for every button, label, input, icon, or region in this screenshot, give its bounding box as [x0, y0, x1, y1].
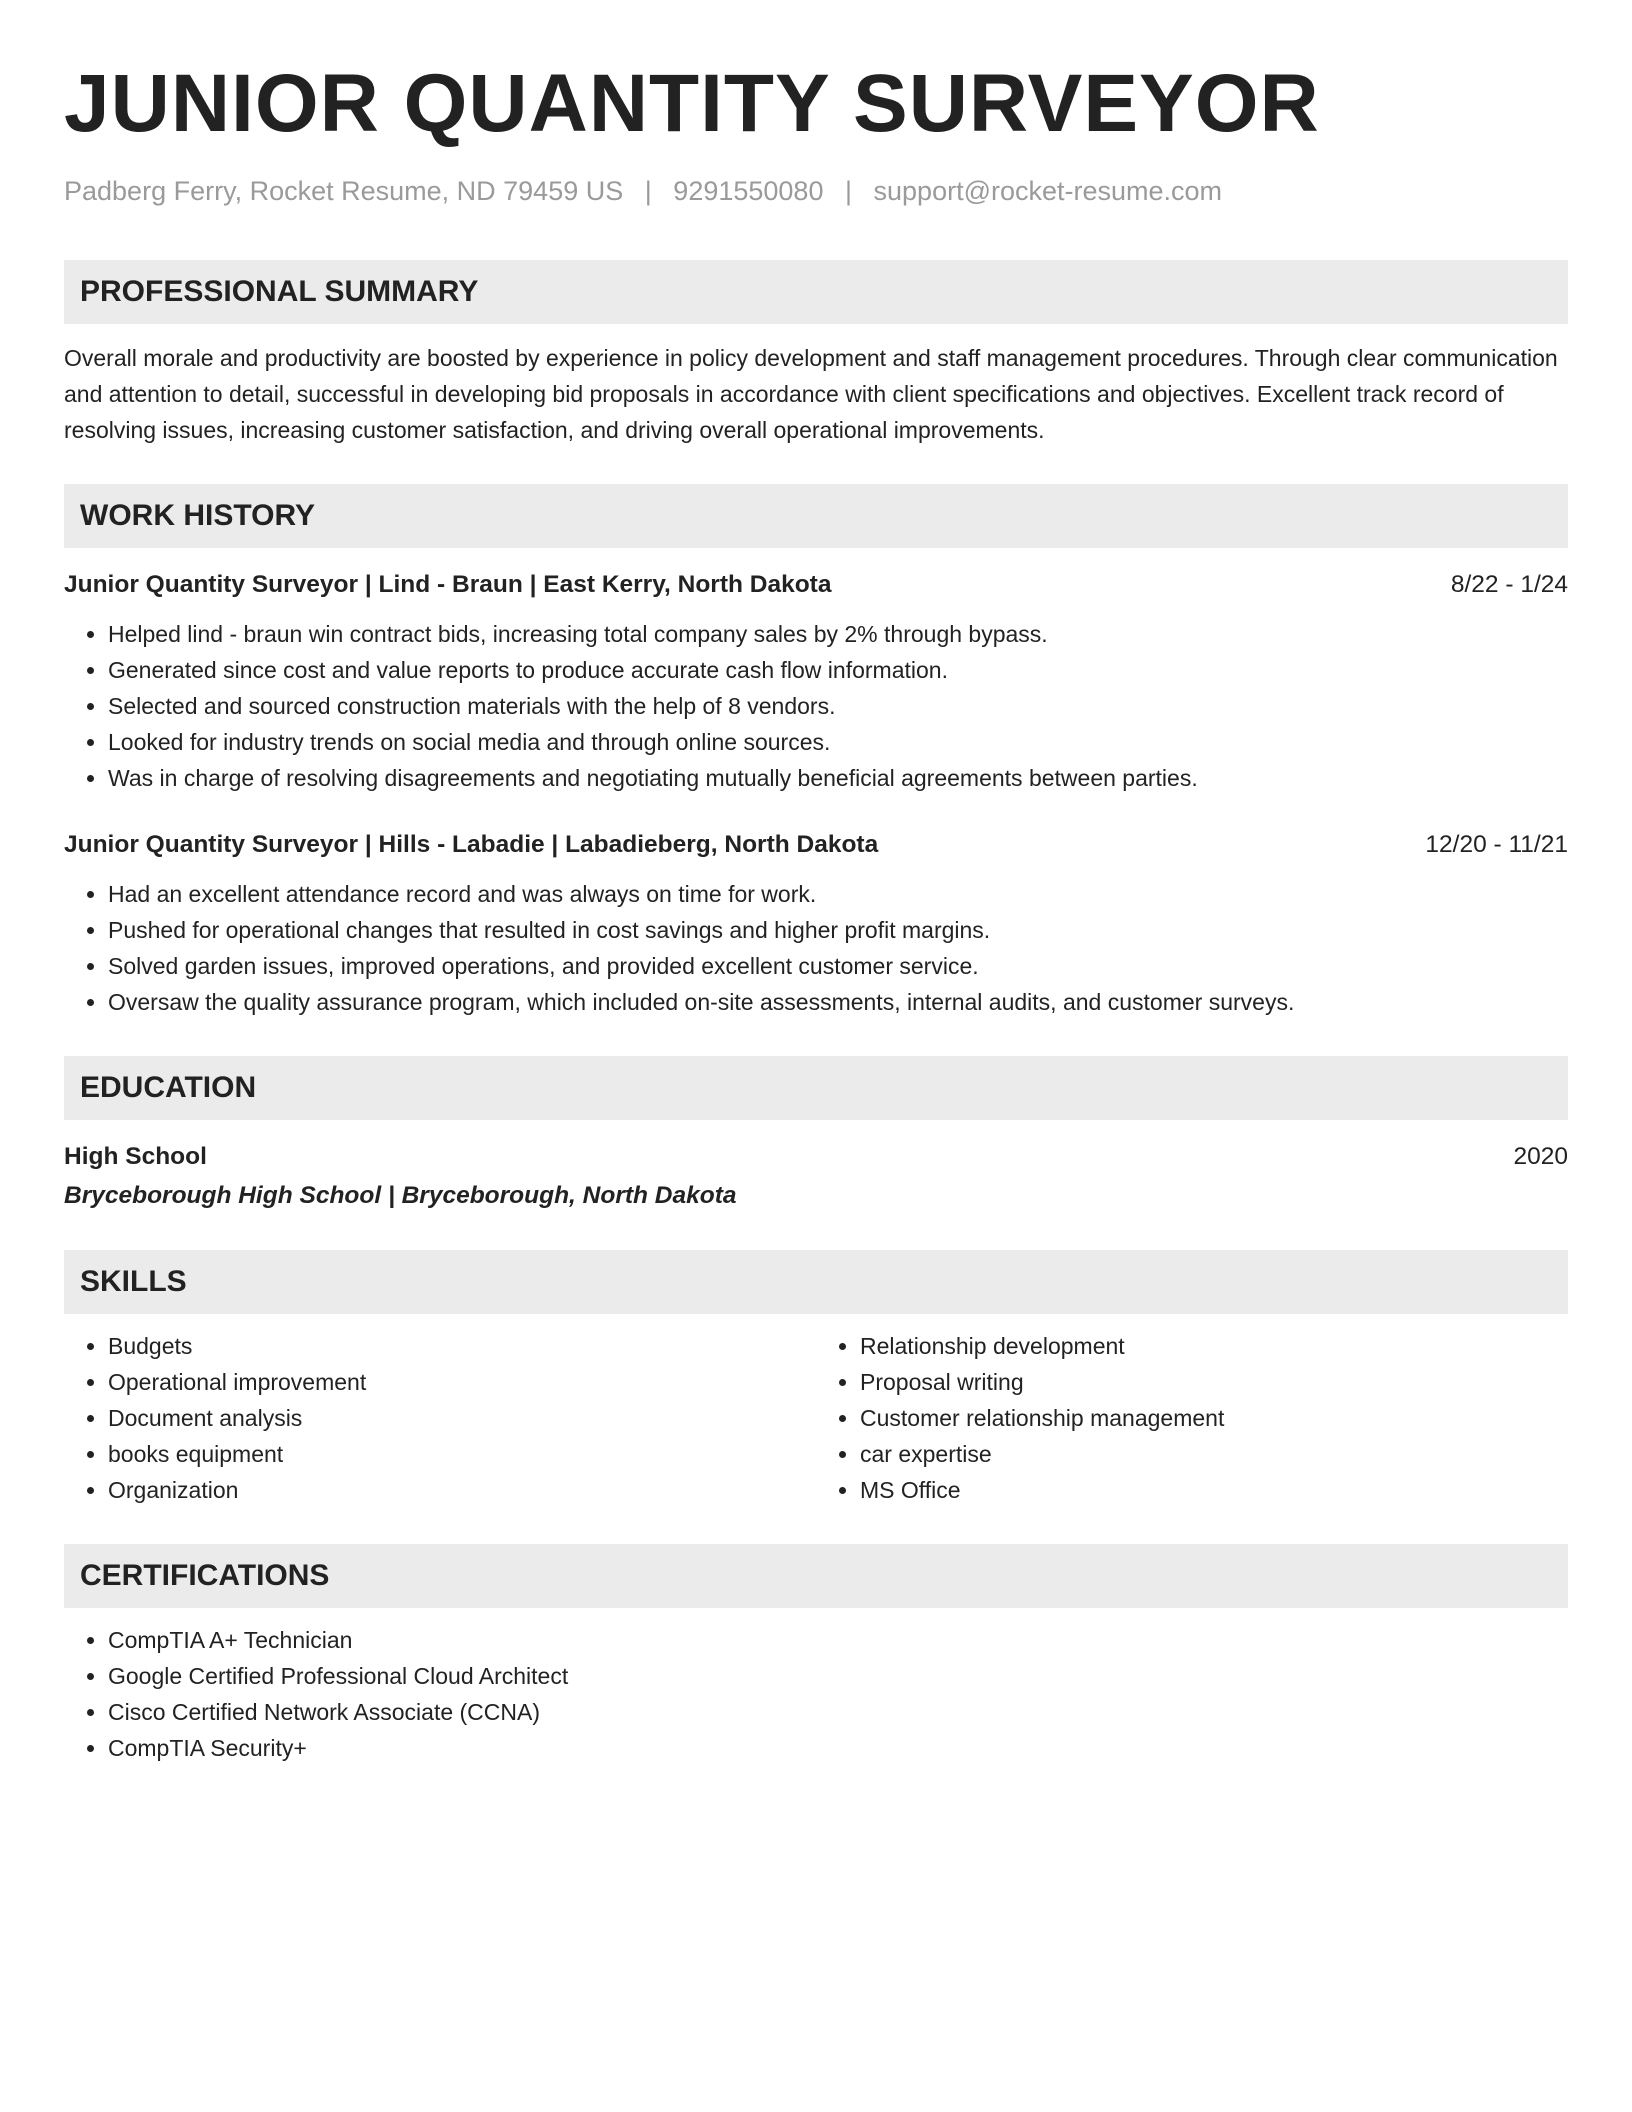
contact-line [64, 174, 1568, 208]
contact-separator: | [644, 176, 652, 206]
summary-text: Overall morale and productivity are boosted by experience in policy development and staff management procedures. Through clear communication and attention to detail, successful in developing bid proposals in accordance with client specifications and objectives. Excellent track record of resolving issues, increasing customer satisfaction, and driving overall operational improvements. [64, 345, 1558, 443]
contact-separator: | [844, 176, 852, 206]
education-year: 2020 [1513, 1143, 1568, 1170]
list-item: • Oversaw the quality assurance program, which included on-site assessments, internal audits, and customer surveys. [108, 984, 1568, 1020]
list-item: • Was in charge of resolving disagreements and negotiating mutually beneficial agreements between parties. [108, 760, 1568, 796]
job-bullets [64, 876, 1568, 1020]
resume-name: JUNIOR QUANTITY SURVEYOR [64, 58, 1320, 149]
list-item: • Document analysis [108, 1400, 816, 1436]
certifications-list [64, 1622, 1568, 1766]
list-item: • Relationship development [860, 1328, 1568, 1364]
job-entry [64, 568, 1568, 796]
skills-column-right [816, 1328, 1568, 1508]
list-item: • Pushed for operational changes that resulted in cost savings and higher profit margins. [108, 912, 1568, 948]
job-heading [64, 828, 1568, 862]
skills-list [64, 1328, 816, 1508]
list-item: • Helped lind - braun win contract bids, increasing total company sales by 2% through bypass. [108, 616, 1568, 652]
section-header-certifications: CERTIFICATIONS [64, 1544, 1568, 1608]
list-item: • Solved garden issues, improved operations, and provided excellent customer service. [108, 948, 1568, 984]
education-school: Bryceborough High School | Bryceborough, North Dakota [64, 1182, 737, 1209]
list-item: • Had an excellent attendance record and was always on time for work. [108, 876, 1568, 912]
contact-address: Padberg Ferry, Rocket Resume, ND 79459 US [64, 176, 624, 206]
section-header-education: EDUCATION [64, 1056, 1568, 1120]
job-dates: 12/20 - 11/21 [1425, 831, 1568, 858]
list-item: • Organization [108, 1472, 816, 1508]
job-title: Junior Quantity Surveyor | Lind - Braun | East Kerry, North Dakota [64, 571, 832, 598]
list-item: • Google Certified Professional Cloud Architect [108, 1658, 1568, 1694]
list-item: • CompTIA Security+ [108, 1730, 1568, 1766]
list-item: • car expertise [860, 1436, 1568, 1472]
list-item: • Budgets [108, 1328, 816, 1364]
education-degree: High School [64, 1143, 207, 1170]
skills-column-left [64, 1328, 816, 1508]
contact-email: support@rocket-resume.com [873, 176, 1223, 206]
contact-phone: 9291550080 [673, 176, 824, 206]
list-item: • Looked for industry trends on social media and through online sources. [108, 724, 1568, 760]
section-header-summary: PROFESSIONAL SUMMARY [64, 260, 1568, 324]
job-title: Junior Quantity Surveyor | Hills - Labadie | Labadieberg, North Dakota [64, 831, 879, 858]
list-item: • MS Office [860, 1472, 1568, 1508]
skills-list [816, 1328, 1568, 1508]
job-dates: 8/22 - 1/24 [1450, 571, 1568, 598]
job-heading [64, 568, 1568, 602]
list-item: • Proposal writing [860, 1364, 1568, 1400]
list-item: • Generated since cost and value reports to produce accurate cash flow information. [108, 652, 1568, 688]
job-bullets [64, 616, 1568, 796]
list-item: • Operational improvement [108, 1364, 816, 1400]
certifications-block [64, 1622, 1568, 1766]
section-header-work-history: WORK HISTORY [64, 484, 1568, 548]
skills-grid [64, 1328, 1568, 1508]
job-entry [64, 828, 1568, 1020]
list-item: • CompTIA A+ Technician [108, 1622, 1568, 1658]
list-item: • Selected and sourced construction materials with the help of 8 vendors. [108, 688, 1568, 724]
education-heading [64, 1140, 1568, 1174]
list-item: • books equipment [108, 1436, 816, 1472]
section-header-skills: SKILLS [64, 1250, 1568, 1314]
list-item: • Cisco Certified Network Associate (CCNA) [108, 1694, 1568, 1730]
list-item: • Customer relationship management [860, 1400, 1568, 1436]
